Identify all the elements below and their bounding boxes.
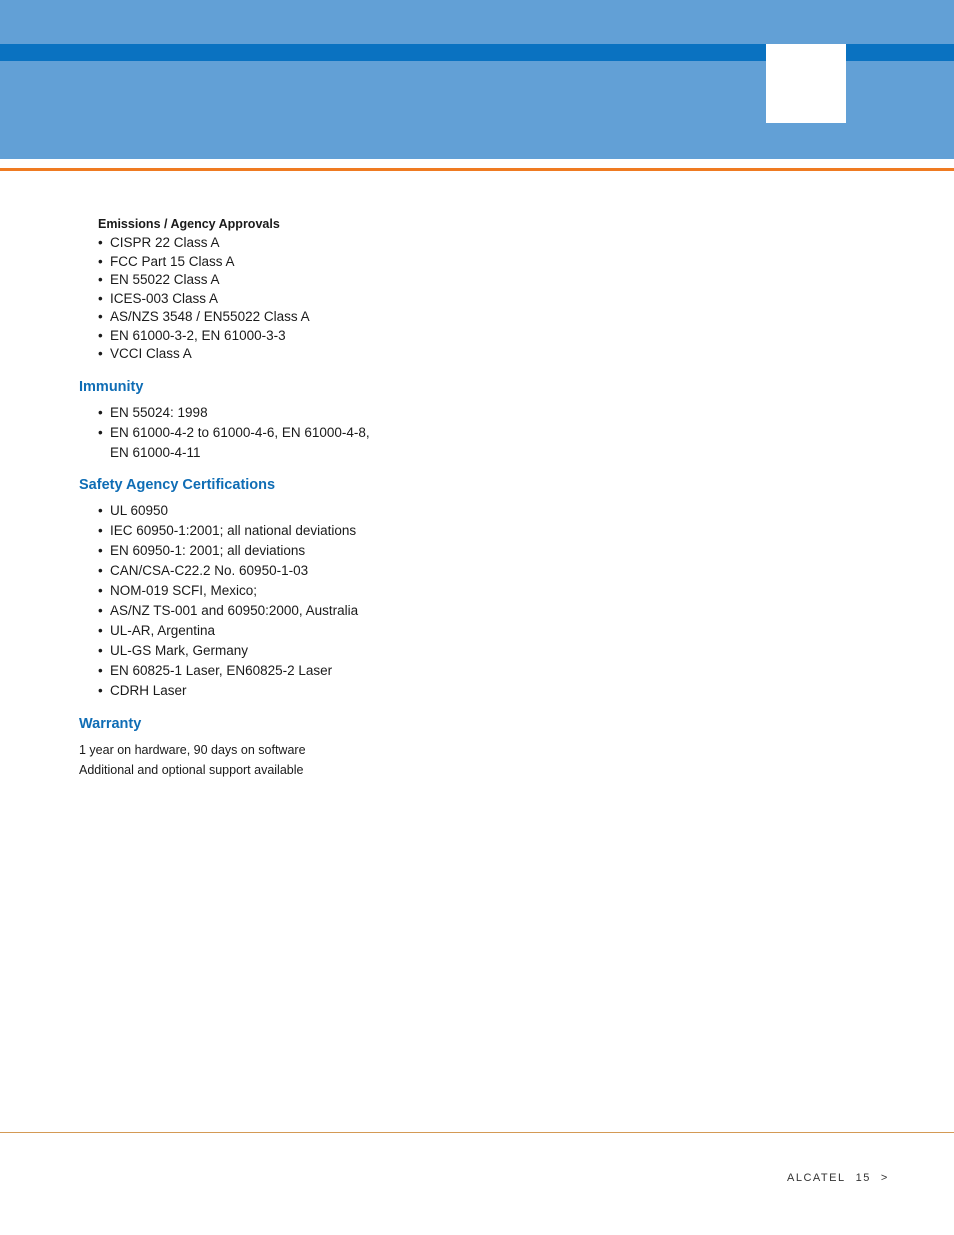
- footer-brand: ALCATEL: [787, 1172, 846, 1184]
- safety-list: [98, 501, 358, 701]
- emissions-heading: Emissions / Agency Approvals: [98, 217, 280, 231]
- list-item: • AS/NZ TS-001 and 60950:2000, Australia: [98, 601, 358, 621]
- immunity-heading: Immunity: [79, 379, 144, 395]
- immunity-list: [98, 403, 370, 443]
- immunity-list-continuation: EN 61000-4-11: [110, 445, 201, 460]
- list-item: • EN 61000-3-2, EN 61000-3-3: [98, 327, 310, 346]
- list-item: • EN 55022 Class A: [98, 271, 310, 290]
- list-item: • IEC 60950-1:2001; all national deviations: [98, 521, 358, 541]
- list-item: • CAN/CSA-C22.2 No. 60950-1-03: [98, 561, 358, 581]
- warranty-heading: Warranty: [79, 716, 142, 732]
- list-item: • EN 61000-4-2 to 61000-4-6, EN 61000-4-8,: [98, 423, 370, 443]
- list-item: • UL 60950: [98, 501, 358, 521]
- footer-rule: [0, 1132, 954, 1133]
- list-item: • UL-GS Mark, Germany: [98, 641, 358, 661]
- warranty-line-support: Additional and optional support available: [79, 763, 304, 777]
- list-item: • EN 60825-1 Laser, EN60825-2 Laser: [98, 661, 358, 681]
- header-white-box: [766, 44, 846, 123]
- list-item: • AS/NZS 3548 / EN55022 Class A: [98, 308, 310, 327]
- list-item: • EN 55024: 1998: [98, 403, 370, 423]
- safety-heading: Safety Agency Certifications: [79, 477, 276, 493]
- list-item: • NOM-019 SCFI, Mexico;: [98, 581, 358, 601]
- list-item: • FCC Part 15 Class A: [98, 253, 310, 272]
- list-item: • VCCI Class A: [98, 345, 310, 364]
- footer: [787, 1172, 899, 1184]
- page-number: 15: [855, 1172, 871, 1184]
- header-accent-rule: [0, 168, 954, 171]
- next-arrow-icon: >: [880, 1172, 889, 1184]
- emissions-list: [98, 234, 310, 364]
- warranty-line-hardware: 1 year on hardware, 90 days on software: [79, 743, 306, 757]
- list-item: • UL-AR, Argentina: [98, 621, 358, 641]
- list-item: • CISPR 22 Class A: [98, 234, 310, 253]
- list-item: • CDRH Laser: [98, 681, 358, 701]
- list-item: • ICES-003 Class A: [98, 290, 310, 309]
- list-item: • EN 60950-1: 2001; all deviations: [98, 541, 358, 561]
